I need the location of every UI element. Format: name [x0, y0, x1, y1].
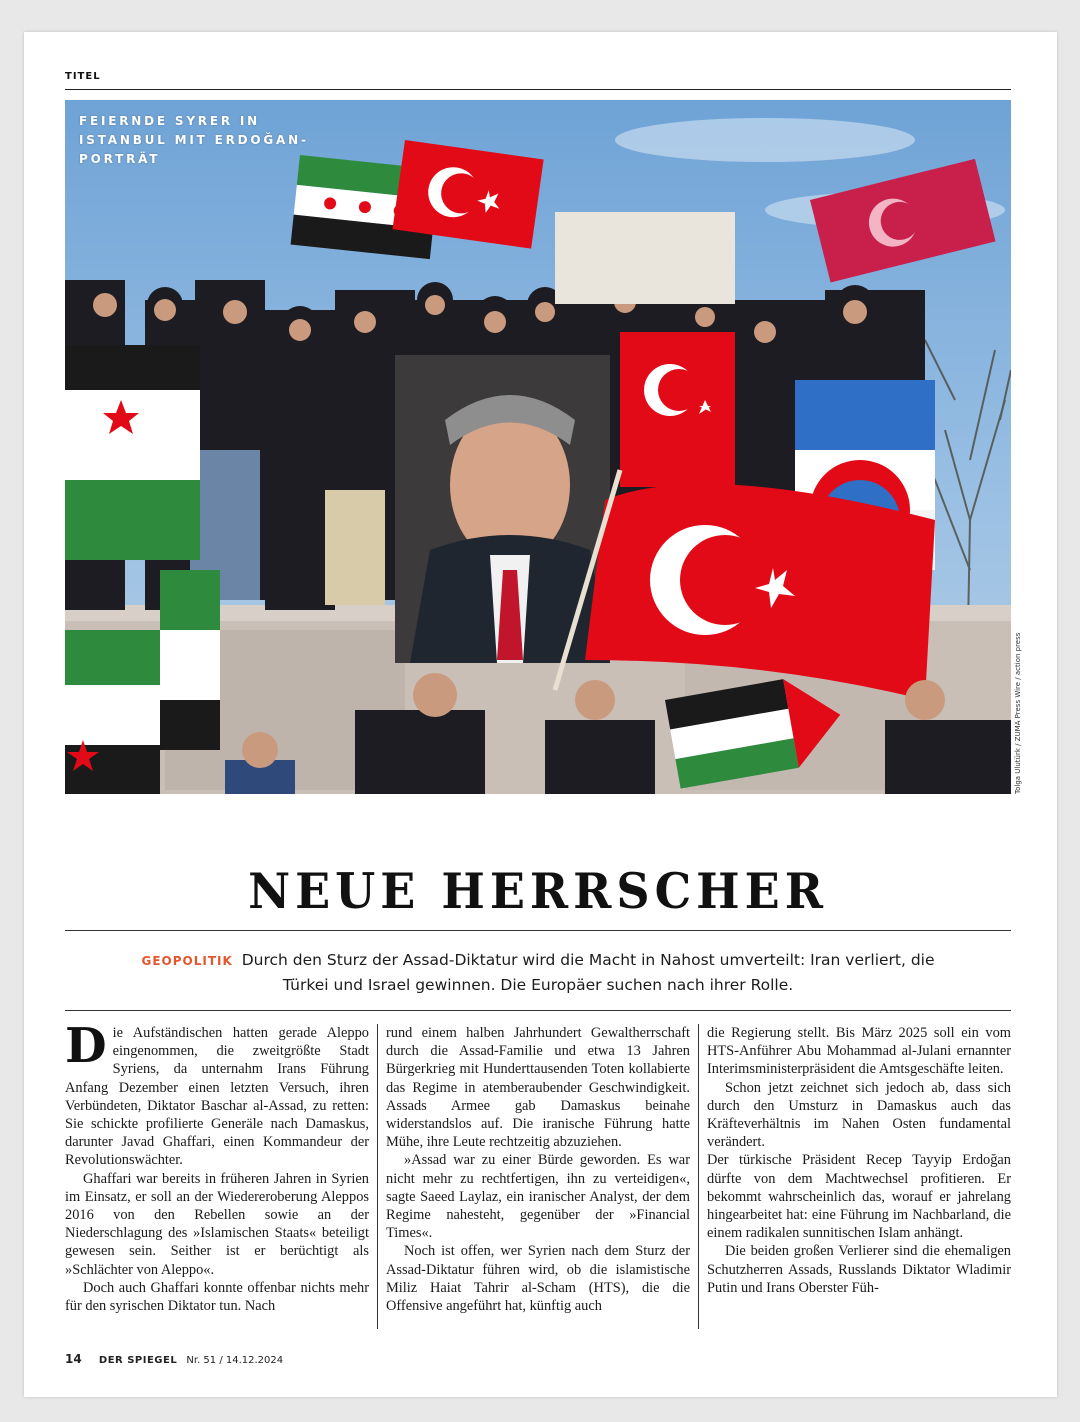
- drop-cap: D: [65, 1024, 107, 1074]
- body-paragraph: [65, 1024, 369, 1170]
- cloud: [615, 118, 915, 162]
- dek-rule: [65, 1010, 1011, 1011]
- photo-illustration: [65, 100, 1011, 794]
- issue-info: Nr. 51 / 14.12.2024: [186, 1355, 284, 1366]
- lead-photo: [65, 100, 1011, 794]
- syrian-flag-left: [65, 345, 200, 560]
- body-paragraph: Die beiden großen Verlierer sind die ehemaligen Schutzherren Assads, Russlands Diktator Wladimir Putin und Irans Oberster Füh-: [707, 1243, 1011, 1296]
- column-rule: [377, 1024, 378, 1329]
- body-column-1: [65, 1024, 369, 1329]
- turkish-flag-middle: [620, 332, 735, 487]
- body-paragraph: »Assad war zu einer Bürde geworden. Es war nicht mehr zu rechtfertigen, ihn zu verteidigen«, sagte Saeed Laylaz, ein iranischer Analyst, der dem Regime nahesteht, gegenüber der »Financial Times«.: [386, 1152, 690, 1242]
- section-label: TITEL: [65, 71, 101, 82]
- column-rule: [698, 1024, 699, 1329]
- page-number: 14: [65, 1352, 82, 1366]
- body-paragraph: Doch auch Ghaffari konnte offenbar nichts mehr für den syrischen Diktator tun. Nach: [65, 1279, 369, 1315]
- body-paragraph: Schon jetzt zeichnet sich jedoch ab, dass sich durch den Umsturz in Damaskus auch das Kräfteverhältnis im Nahen Osten fundamental verändert.: [707, 1079, 1011, 1151]
- body-paragraph: Noch ist offen, wer Syrien nach dem Sturz der Assad-Diktatur führen wird, ob die islamistische Miliz Haiat Tahrir al-Scham (HTS), die die Offensive angeführt hat, künftig auch: [386, 1243, 690, 1315]
- magazine-page: [24, 32, 1057, 1397]
- body-column-3: [707, 1024, 1011, 1329]
- body-column-2: [386, 1024, 690, 1329]
- top-rule: [65, 89, 1011, 90]
- article-body: [65, 1024, 1011, 1334]
- body-paragraph: rund einem halben Jahrhundert Gewaltherrschaft durch die Assad-Familie und etwa 13 Jahren Bürgerkrieg mit Hunderttausenden Toten kollabierte das Regime in atemberaubender Geschwindigkeit. Assads Armee gab Damaskus beinahe widerstandslos auf. Die iranische Führung hatte Mühe, ihre Leute rechtzeitig abzuziehen.: [386, 1025, 690, 1151]
- photo-caption: FEIERNDE SYRER IN ISTANBUL MIT ERDOĞAN-PORTRÄT: [79, 114, 309, 166]
- headline: NEUE HERRSCHER: [248, 862, 828, 920]
- magazine-brand: DER SPIEGEL: [98, 1355, 178, 1366]
- body-paragraph: die Regierung stellt. Bis März 2025 soll ein vom HTS-Anführer Abu Mohammad al-Julani ernannter Interimsministerpräsident die Amtsgeschäfte leiten.: [707, 1025, 1011, 1078]
- dek-kicker: GEOPOLITIK: [141, 954, 233, 968]
- dek: [134, 948, 942, 997]
- page-footer: [65, 1352, 283, 1366]
- body-paragraph: Der türkische Präsident Recep Tayyip Erdoğan dürfte von dem Machtwechsel profitieren. Er bekommt wahrscheinlich das, worauf er jahrelang hingearbeitet hat: eine Führung im Nachbarland, die einem radikalen sunnitischen Islam anhängt.: [707, 1152, 1011, 1242]
- headline-rule: [65, 930, 1011, 931]
- photo-credit: Tolga Ulutürk / ZUMA Press Wire / action press: [1014, 632, 1022, 794]
- body-paragraph: Ghaffari war bereits in früheren Jahren in Syrien im Einsatz, er soll an der Wiedereroberung Aleppos 2016 von den Rebellen sowie an der Niederschlagung des »Islamischen Staats« beteiligt gewesen sein. Seither ist er berüchtigt als »Schlächter von Aleppo«.: [65, 1170, 369, 1278]
- body-text: ie Aufständischen hatten gerade Aleppo eingenommen, die zweitgrößte Stadt Syriens, da unternahm Irans Führung Anfang Dezember einen letzten Versuch, ihren Verbündeten, Diktator Baschar al-Assad, zu retten: Sie schickte profilierte Generäle nach Damaskus, darunter Javad Ghaffari, einen Kommandeur der Revolutionswächter.: [65, 1025, 369, 1169]
- dek-text: Durch den Sturz der Assad-Diktatur wird die Macht in Nahost umverteilt: Iran verliert, die Türkei und Israel gewinnen. Die Europäer suchen nach ihrer Rolle.: [241, 951, 935, 994]
- banner: [555, 212, 735, 304]
